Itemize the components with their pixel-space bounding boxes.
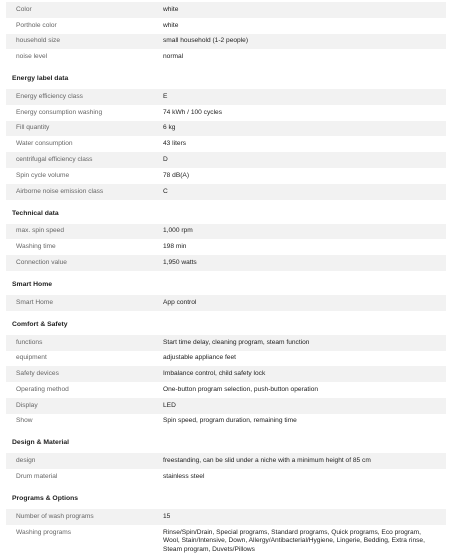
spec-value: C bbox=[163, 187, 168, 195]
spec-row-noise-level bbox=[6, 49, 446, 65]
spec-label: Spin cycle volume bbox=[16, 171, 70, 179]
comfort-table bbox=[6, 335, 446, 430]
spec-value: Rinse/Spin/Drain, Special programs, Standard programs, Quick programs, Eco program, Wool, Stain/Intensive, Down, Allergy/Antibacterial/Hygiene, Lingerie, Bedding, Extra rinse, Steam program, Duvets/Pillows bbox=[163, 528, 425, 554]
spec-label: Smart Home bbox=[16, 298, 54, 306]
spec-row-smart-home bbox=[6, 295, 446, 311]
spec-value: small household (1-2 people) bbox=[163, 37, 249, 45]
spec-label: Show bbox=[16, 417, 33, 425]
spec-value: 1,950 watts bbox=[163, 258, 197, 266]
spec-label: Washing time bbox=[16, 243, 56, 251]
spec-row-number-of-programs bbox=[6, 509, 446, 525]
spec-label: Connection value bbox=[16, 258, 67, 266]
smarthome-table bbox=[6, 295, 446, 311]
spec-value: normal bbox=[163, 53, 184, 61]
spec-value: 78 dB(A) bbox=[163, 171, 190, 179]
spec-value: Start time delay, cleaning program, steam function bbox=[163, 338, 310, 346]
spec-row-show bbox=[6, 414, 446, 430]
spec-row-water-consumption bbox=[6, 136, 446, 152]
spec-value: D bbox=[163, 156, 168, 164]
spec-value: 198 min bbox=[163, 243, 187, 251]
spec-label: Operating method bbox=[16, 385, 69, 393]
spec-row-energy-consumption bbox=[6, 105, 446, 121]
spec-value: Imbalance control, child safety lock bbox=[163, 370, 266, 378]
spec-row-equipment bbox=[6, 351, 446, 367]
spec-row-color bbox=[6, 2, 446, 18]
spec-value: 6 kg bbox=[163, 124, 176, 132]
spec-value: Spin speed, program duration, remaining time bbox=[163, 417, 297, 425]
spec-row-noise-class bbox=[6, 184, 446, 200]
spec-row-household-size bbox=[6, 34, 446, 50]
spec-label: Energy consumption washing bbox=[16, 108, 103, 116]
spec-label: Porthole color bbox=[16, 21, 57, 29]
spec-label: Number of wash programs bbox=[16, 512, 94, 520]
spec-row-design bbox=[6, 453, 446, 469]
spec-label: Safety devices bbox=[16, 370, 59, 378]
spec-value: white bbox=[163, 5, 179, 13]
section-title-design: Design & Material bbox=[12, 439, 70, 447]
spec-row-porthole-color bbox=[6, 18, 446, 34]
spec-value: 15 bbox=[163, 512, 171, 520]
spec-label: noise level bbox=[16, 53, 48, 61]
spec-row-fill-quantity bbox=[6, 121, 446, 137]
spec-label: centrifugal efficiency class bbox=[16, 156, 93, 164]
spec-value: 1,000 rpm bbox=[163, 227, 193, 235]
spec-row-spin-speed bbox=[6, 224, 446, 240]
spec-label: Energy efficiency class bbox=[16, 92, 83, 100]
spec-value: App control bbox=[163, 298, 197, 306]
spec-label: equipment bbox=[16, 354, 47, 362]
section-title-energy: Energy label data bbox=[12, 75, 69, 83]
spec-label: Drum material bbox=[16, 472, 58, 480]
spec-value: LED bbox=[163, 401, 176, 409]
spec-value: One-button program selection, push-button operation bbox=[163, 385, 319, 393]
spec-value: E bbox=[163, 92, 168, 100]
spec-row-display bbox=[6, 398, 446, 414]
energy-table bbox=[6, 89, 446, 199]
spec-label: max. spin speed bbox=[16, 227, 65, 235]
spec-row-functions bbox=[6, 335, 446, 351]
spec-label: Water consumption bbox=[16, 140, 73, 148]
spec-label: Fill quantity bbox=[16, 124, 50, 132]
spec-label: design bbox=[16, 457, 36, 465]
section-title-technical: Technical data bbox=[12, 209, 59, 217]
spec-row-energy-class bbox=[6, 89, 446, 105]
section-title-comfort: Comfort & Safety bbox=[12, 320, 68, 328]
general-table bbox=[6, 2, 446, 65]
section-title-smart-home: Smart Home bbox=[12, 280, 53, 288]
spec-value: adjustable appliance feet bbox=[163, 354, 236, 362]
design-table bbox=[6, 453, 446, 485]
spec-row-safety-devices bbox=[6, 366, 446, 382]
spec-value: freestanding, can be slid under a niche with a minimum height of 85 cm bbox=[163, 457, 371, 465]
spec-label: Display bbox=[16, 401, 38, 409]
spec-label: household size bbox=[16, 37, 60, 45]
spec-value: 74 kWh / 100 cycles bbox=[163, 108, 223, 116]
spec-value: stainless steel bbox=[163, 472, 205, 480]
spec-label: Color bbox=[16, 5, 32, 13]
spec-row-drum-material bbox=[6, 469, 446, 485]
spec-label: functions bbox=[16, 338, 43, 346]
spec-row-washing-time bbox=[6, 239, 446, 255]
spec-row-washing-programs bbox=[6, 525, 446, 558]
spec-value: white bbox=[163, 21, 179, 29]
spec-label: Washing programs bbox=[16, 528, 72, 536]
section-title-programs: Programs & Options bbox=[12, 494, 79, 502]
spec-row-spin-volume bbox=[6, 168, 446, 184]
spec-value: 43 liters bbox=[163, 140, 187, 148]
spec-label: Airborne noise emission class bbox=[16, 187, 104, 195]
spec-row-connection-value bbox=[6, 255, 446, 271]
spec-row-operating-method bbox=[6, 382, 446, 398]
technical-table bbox=[6, 224, 446, 271]
programs-table bbox=[6, 509, 446, 558]
spec-row-centrifugal-class bbox=[6, 152, 446, 168]
